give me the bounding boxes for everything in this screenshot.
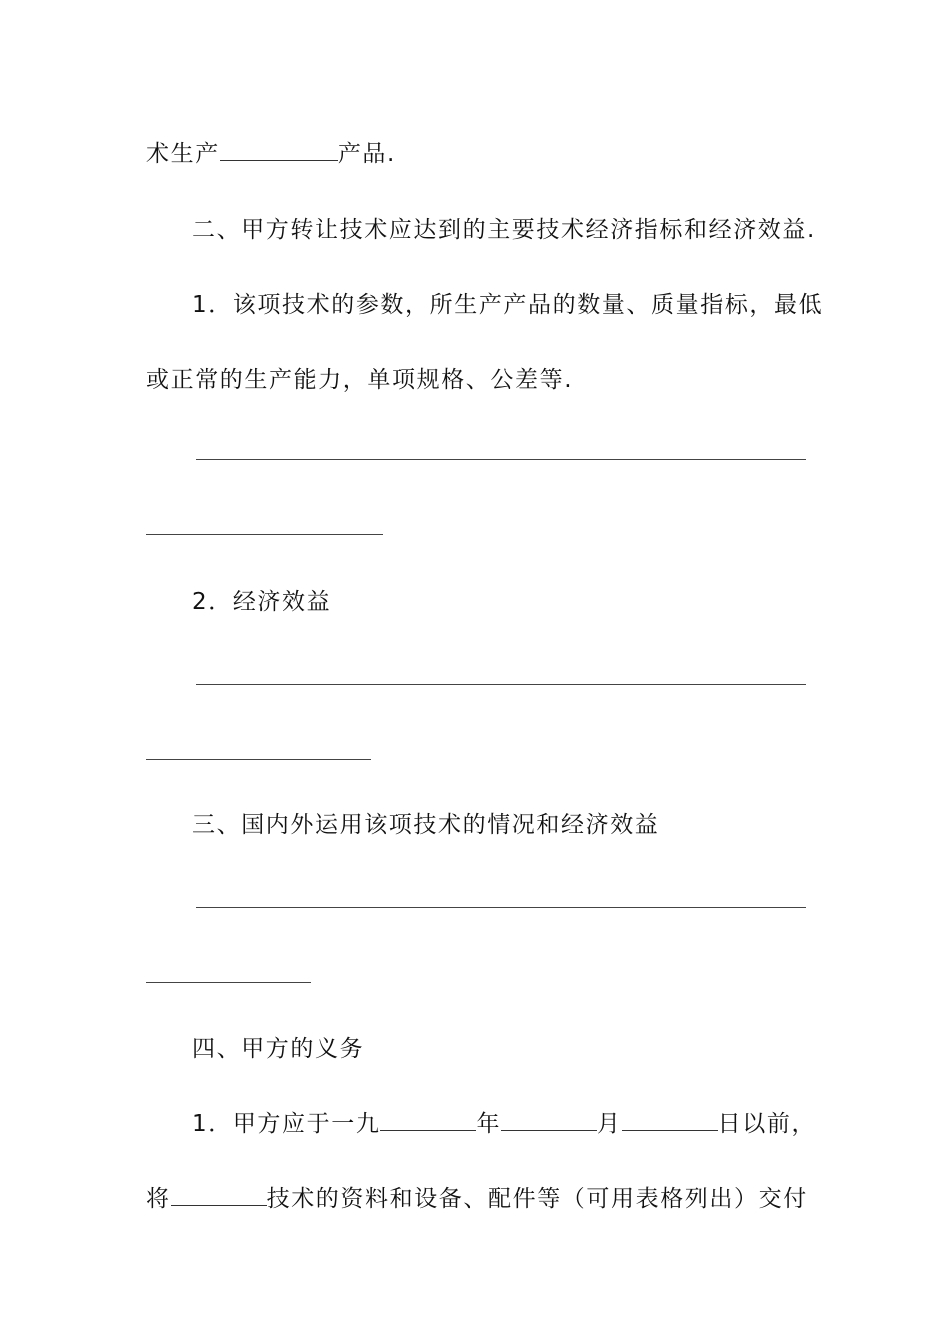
text-fragment: 日以前，	[717, 1111, 817, 1137]
section-2-item-1-line-1: 1．该项技术的参数，所生产产品的数量、质量指标，最低	[192, 292, 824, 318]
fill-line[interactable]	[196, 907, 806, 908]
text-fragment: 将	[146, 1186, 171, 1212]
text-fragment: 月	[597, 1111, 622, 1137]
blank-field-technology[interactable]	[171, 1187, 267, 1206]
blank-field-product[interactable]	[220, 142, 338, 161]
fill-line[interactable]	[146, 759, 371, 760]
text-fragment: 年	[476, 1111, 502, 1137]
section-2-item-1-line-2: 或正常的生产能力，单项规格、公差等.	[146, 367, 574, 393]
fill-line[interactable]	[146, 534, 383, 535]
text-fragment: 1．甲方应于一九	[192, 1111, 381, 1137]
section-4-heading: 四、甲方的义务	[192, 1036, 365, 1062]
blank-field-month[interactable]	[501, 1112, 597, 1131]
text-fragment: 产品.	[337, 141, 396, 167]
section-4-item-1-line-2	[146, 1185, 808, 1213]
section-3-heading: 三、国内外运用该项技术的情况和经济效益	[192, 812, 660, 838]
blank-field-day[interactable]	[622, 1112, 718, 1131]
fill-line[interactable]	[196, 684, 806, 685]
fill-line[interactable]	[196, 459, 806, 460]
section-4-item-1-line-1	[192, 1110, 816, 1138]
text-line-product	[146, 140, 396, 168]
section-2-item-2: 2．经济效益	[192, 589, 332, 615]
section-2-heading: 二、甲方转让技术应达到的主要技术经济指标和经济效益.	[192, 217, 816, 243]
fill-line[interactable]	[146, 982, 311, 983]
text-fragment: 技术的资料和设备、配件等（可用表格列出）交付	[266, 1186, 808, 1212]
blank-field-year[interactable]	[380, 1112, 476, 1131]
text-fragment: 术生产	[146, 141, 220, 167]
